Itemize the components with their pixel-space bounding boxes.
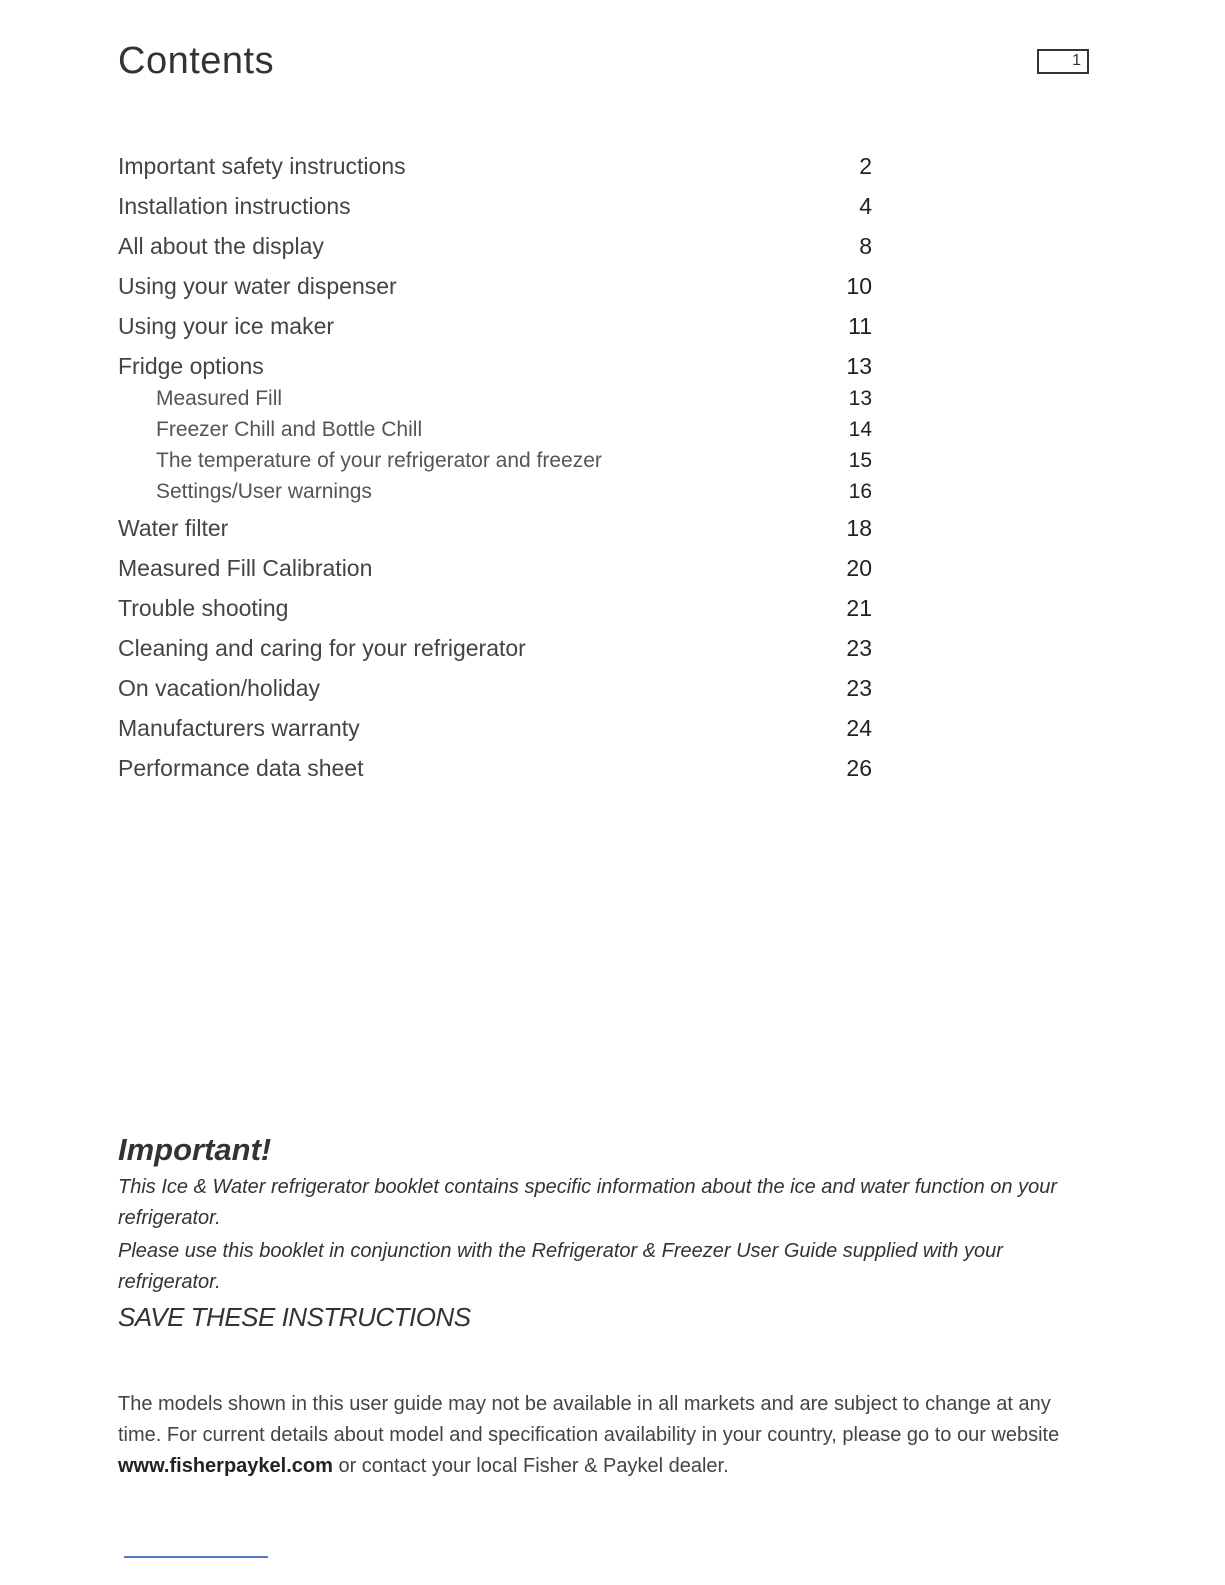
toc-entry[interactable] <box>118 586 878 622</box>
toc-entry-page: 2 <box>859 153 872 179</box>
toc-entry-page: 8 <box>859 233 872 259</box>
toc-entry-label: Cleaning and caring for your refrigerator <box>118 635 526 661</box>
toc-entry-label: Manufacturers warranty <box>118 715 360 741</box>
toc-entry[interactable] <box>118 224 878 260</box>
toc-subentry-label: Settings/User warnings <box>156 480 372 503</box>
toc-entry-label: Installation instructions <box>118 193 351 219</box>
toc-entry-label: Using your ice maker <box>118 313 335 339</box>
page-number-box <box>1037 49 1089 74</box>
toc-subentry[interactable] <box>118 468 878 504</box>
footer-divider <box>124 1556 268 1558</box>
toc-entry-page: 21 <box>846 595 872 621</box>
toc-entry-page: 10 <box>846 273 872 299</box>
toc-entry[interactable] <box>118 304 878 340</box>
toc-entry-page: 18 <box>846 515 872 541</box>
toc-entry[interactable] <box>118 144 878 180</box>
important-heading: Important! <box>118 1132 272 1167</box>
toc-entry[interactable] <box>118 626 878 662</box>
page-title: Contents <box>118 40 275 82</box>
toc-entry-page: 24 <box>846 715 872 741</box>
toc-entry[interactable] <box>118 184 878 220</box>
toc-subentry-page: 15 <box>848 449 872 472</box>
toc-entry-label: Measured Fill Calibration <box>118 555 373 581</box>
toc-subentry-page: 14 <box>848 418 872 441</box>
save-instructions-heading: SAVE THESE INSTRUCTIONS <box>118 1302 471 1332</box>
availability-note-tail: or contact your local Fisher & Paykel dealer. <box>332 1455 729 1477</box>
toc-entry[interactable] <box>118 706 878 742</box>
toc-entry-label: Using your water dispenser <box>118 273 397 299</box>
toc-entry[interactable] <box>118 746 878 782</box>
toc-entry-label: On vacation/holiday <box>118 675 321 701</box>
toc-subentry-label: Freezer Chill and Bottle Chill <box>156 418 423 441</box>
toc-subentry-label: The temperature of your refrigerator and freezer <box>156 449 602 472</box>
toc-entry-label: All about the display <box>118 233 324 259</box>
availability-note-text: The models shown in this user guide may not be available in all markets and are subject to change at any time. For current details about model and specification availability in your country, please go to our website <box>118 1393 1060 1446</box>
toc-entry-page: 26 <box>846 755 872 781</box>
toc-entry-label: Important safety instructions <box>118 153 406 179</box>
toc-entry[interactable] <box>118 546 878 582</box>
toc-entry-page: 23 <box>846 675 872 701</box>
toc-entry-page: 20 <box>846 555 872 581</box>
toc-entry-page: 13 <box>846 353 872 379</box>
availability-note <box>118 1389 1078 1482</box>
page-number: 1 <box>1072 52 1081 69</box>
toc-subentry-page: 13 <box>848 387 872 410</box>
toc-subentry-label: Measured Fill <box>156 387 283 410</box>
toc-entry-label: Water filter <box>118 515 229 541</box>
toc-entry-label: Fridge options <box>118 353 264 379</box>
toc-entry-page: 23 <box>846 635 872 661</box>
toc-entry-label: Performance data sheet <box>118 755 364 781</box>
toc-entry[interactable] <box>118 666 878 702</box>
important-note-2: Please use this booklet in conjunction with the Refrigerator & Freezer User Guide supplied with your refrigerator. <box>118 1240 1003 1293</box>
toc-entry[interactable] <box>118 264 878 300</box>
website-link[interactable]: www.fisherpaykel.com <box>118 1455 333 1477</box>
toc-entry-page: 11 <box>848 313 872 339</box>
toc-entry[interactable] <box>118 506 878 542</box>
toc-entry-page: 4 <box>859 193 872 219</box>
toc-subentry-page: 16 <box>848 480 872 503</box>
important-note-1: This Ice & Water refrigerator booklet contains specific information about the ice and water function on your refrigerator. <box>118 1176 1058 1229</box>
toc-entry-label: Trouble shooting <box>118 595 289 621</box>
